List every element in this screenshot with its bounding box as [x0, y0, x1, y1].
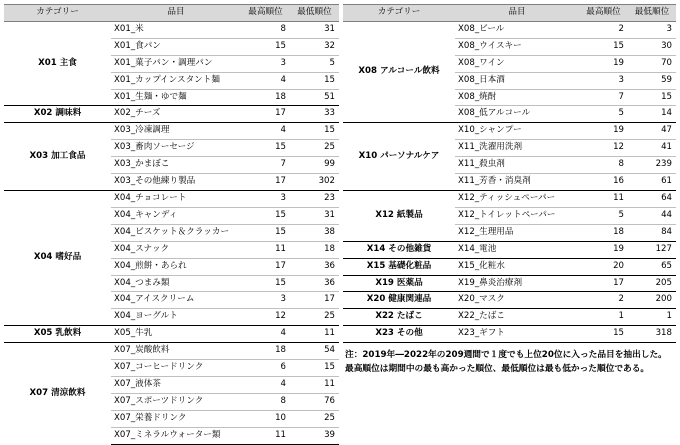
min-rank-cell: 15: [290, 123, 339, 140]
min-rank-cell: 15: [628, 89, 676, 106]
ranking-table-right: [343, 4, 676, 343]
item-cell: X19_鼻炎治療剤: [455, 275, 579, 292]
item-cell: X08_低アルコール: [455, 106, 579, 123]
item-cell: X08_ワイン: [455, 55, 579, 72]
table-row: [343, 292, 676, 309]
max-rank-cell: 20: [579, 258, 628, 275]
item-cell: X04_ヨーグルト: [111, 309, 241, 326]
item-cell: X04_スナック: [111, 241, 241, 258]
item-cell: X22_たばこ: [455, 309, 579, 326]
table-row: [343, 275, 676, 292]
right-table-body: [343, 21, 676, 342]
category-cell: X02 調味料: [4, 106, 111, 123]
ranking-table-left: [4, 4, 339, 445]
item-cell: X03_冷凍調理: [111, 123, 241, 140]
category-cell: X14 その他雑貨: [343, 241, 455, 258]
item-cell: X01_菓子パン・調理パン: [111, 55, 241, 72]
item-cell: X08_日本酒: [455, 72, 579, 89]
max-rank-cell: 6: [241, 360, 290, 377]
category-cell: X22 たばこ: [343, 309, 455, 326]
item-cell: X04_つまみ類: [111, 275, 241, 292]
max-rank-cell: 12: [579, 140, 628, 157]
footnote: 注：2019年―2022年の209週間で１度でも上位20位に入った品目を抽出した。最高順位は期間中の最も高かった順位、最低順位は最も低かった順位である。: [345, 350, 667, 374]
max-rank-cell: 2: [579, 292, 628, 309]
min-rank-cell: 59: [628, 72, 676, 89]
max-rank-cell: 8: [241, 393, 290, 410]
min-rank-cell: 99: [290, 157, 339, 174]
min-rank-cell: 39: [290, 427, 339, 444]
max-rank-cell: 15: [241, 224, 290, 241]
item-cell: X07_炭酸飲料: [111, 343, 241, 360]
min-rank-cell: 11: [290, 376, 339, 393]
max-rank-cell: 17: [241, 174, 290, 191]
max-rank-cell: 3: [241, 190, 290, 207]
category-cell: X12 紙製品: [343, 190, 455, 241]
max-rank-cell: 17: [579, 275, 628, 292]
table-row: [343, 241, 676, 258]
table-row: [4, 326, 339, 343]
min-rank-cell: 44: [628, 207, 676, 224]
item-cell: X15_化粧水: [455, 258, 579, 275]
min-rank-cell: 205: [628, 275, 676, 292]
max-rank-cell: 18: [241, 89, 290, 106]
max-rank-cell: 15: [241, 207, 290, 224]
left-table-body: [4, 21, 339, 444]
max-rank-cell: 17: [241, 106, 290, 123]
item-cell: X08_焼酎: [455, 89, 579, 106]
item-cell: X03_畜肉ソーセージ: [111, 140, 241, 157]
item-cell: X07_液体茶: [111, 376, 241, 393]
table-row: [4, 106, 339, 123]
header-row: [4, 5, 339, 22]
category-cell: X19 医薬品: [343, 275, 455, 292]
min-rank-cell: 54: [290, 343, 339, 360]
min-rank-cell: 3: [628, 21, 676, 38]
min-rank-cell: 32: [290, 38, 339, 55]
item-cell: X04_チョコレート: [111, 190, 241, 207]
min-rank-cell: 17: [290, 292, 339, 309]
item-cell: X10_シャンプー: [455, 123, 579, 140]
header-category: カテゴリー: [343, 5, 455, 22]
min-rank-cell: 25: [290, 309, 339, 326]
max-rank-cell: 1: [579, 309, 628, 326]
item-cell: X02_チーズ: [111, 106, 241, 123]
max-rank-cell: 3: [241, 55, 290, 72]
header-max-rank: 最高順位: [579, 5, 628, 22]
min-rank-cell: 36: [290, 258, 339, 275]
max-rank-cell: 11: [241, 241, 290, 258]
min-rank-cell: 38: [290, 224, 339, 241]
min-rank-cell: 14: [628, 106, 676, 123]
header-item: 品目: [111, 5, 241, 22]
min-rank-cell: 64: [628, 190, 676, 207]
min-rank-cell: 5: [290, 55, 339, 72]
min-rank-cell: 318: [628, 326, 676, 343]
min-rank-cell: 31: [290, 21, 339, 38]
max-rank-cell: 8: [241, 21, 290, 38]
header-row: [343, 5, 676, 22]
header-max-rank: 最高順位: [241, 5, 290, 22]
max-rank-cell: 3: [241, 292, 290, 309]
category-cell: X08 アルコール飲料: [343, 21, 455, 122]
category-cell: X07 清涼飲料: [4, 343, 111, 444]
min-rank-cell: 127: [628, 241, 676, 258]
item-cell: X07_スポーツドリンク: [111, 393, 241, 410]
min-rank-cell: 61: [628, 174, 676, 191]
max-rank-cell: 15: [241, 275, 290, 292]
min-rank-cell: 302: [290, 174, 339, 191]
max-rank-cell: 7: [579, 89, 628, 106]
min-rank-cell: 76: [290, 393, 339, 410]
max-rank-cell: 4: [241, 376, 290, 393]
item-cell: X20_マスク: [455, 292, 579, 309]
max-rank-cell: 19: [579, 241, 628, 258]
max-rank-cell: 4: [241, 72, 290, 89]
min-rank-cell: 70: [628, 55, 676, 72]
item-cell: X07_ミネラルウォーター類: [111, 427, 241, 444]
item-cell: X03_かまぼこ: [111, 157, 241, 174]
item-cell: X11_洗濯用洗剤: [455, 140, 579, 157]
max-rank-cell: 15: [241, 140, 290, 157]
max-rank-cell: 15: [579, 38, 628, 55]
table-row: [4, 190, 339, 207]
table-row: [343, 309, 676, 326]
item-cell: X11_芳香・消臭剤: [455, 174, 579, 191]
item-cell: X04_キャンディ: [111, 207, 241, 224]
min-rank-cell: 51: [290, 89, 339, 106]
min-rank-cell: 200: [628, 292, 676, 309]
min-rank-cell: 30: [628, 38, 676, 55]
max-rank-cell: 18: [241, 343, 290, 360]
min-rank-cell: 36: [290, 275, 339, 292]
max-rank-cell: 16: [579, 174, 628, 191]
item-cell: X23_ギフト: [455, 326, 579, 343]
category-cell: X05 乳飲料: [4, 326, 111, 343]
item-cell: X04_アイスクリーム: [111, 292, 241, 309]
item-cell: X12_生理用品: [455, 224, 579, 241]
min-rank-cell: 47: [628, 123, 676, 140]
min-rank-cell: 25: [290, 140, 339, 157]
category-cell: X15 基礎化粧品: [343, 258, 455, 275]
table-row: [343, 21, 676, 38]
min-rank-cell: 33: [290, 106, 339, 123]
max-rank-cell: 7: [241, 157, 290, 174]
max-rank-cell: 17: [241, 258, 290, 275]
max-rank-cell: 10: [241, 410, 290, 427]
min-rank-cell: 25: [290, 410, 339, 427]
max-rank-cell: 3: [579, 72, 628, 89]
item-cell: X08_ビール: [455, 21, 579, 38]
min-rank-cell: 31: [290, 207, 339, 224]
header-item: 品目: [455, 5, 579, 22]
item-cell: X05_牛乳: [111, 326, 241, 343]
max-rank-cell: 2: [579, 21, 628, 38]
item-cell: X08_ウイスキー: [455, 38, 579, 55]
category-cell: X03 加工食品: [4, 123, 111, 191]
table-row: [4, 21, 339, 38]
table-row: [343, 190, 676, 207]
item-cell: X04_煎餅・あられ: [111, 258, 241, 275]
min-rank-cell: 65: [628, 258, 676, 275]
min-rank-cell: 41: [628, 140, 676, 157]
table-row: [343, 123, 676, 140]
item-cell: X01_カップインスタント麺: [111, 72, 241, 89]
header-min-rank: 最低順位: [290, 5, 339, 22]
category-cell: X04 嗜好品: [4, 190, 111, 325]
max-rank-cell: 11: [579, 190, 628, 207]
max-rank-cell: 19: [579, 123, 628, 140]
table-row: [4, 343, 339, 360]
min-rank-cell: 84: [628, 224, 676, 241]
item-cell: X07_栄養ドリンク: [111, 410, 241, 427]
table-row: [4, 123, 339, 140]
max-rank-cell: 12: [241, 309, 290, 326]
max-rank-cell: 15: [241, 38, 290, 55]
max-rank-cell: 19: [579, 55, 628, 72]
min-rank-cell: 18: [290, 241, 339, 258]
table-row: [343, 326, 676, 343]
max-rank-cell: 5: [579, 106, 628, 123]
category-cell: X23 その他: [343, 326, 455, 343]
max-rank-cell: 4: [241, 326, 290, 343]
header-min-rank: 最低順位: [628, 5, 676, 22]
min-rank-cell: 15: [290, 360, 339, 377]
item-cell: X12_トイレットペーパー: [455, 207, 579, 224]
min-rank-cell: 1: [628, 309, 676, 326]
item-cell: X03_その他練り製品: [111, 174, 241, 191]
item-cell: X04_ビスケット＆クラッカー: [111, 224, 241, 241]
item-cell: X01_生麺・ゆで麺: [111, 89, 241, 106]
max-rank-cell: 15: [579, 326, 628, 343]
item-cell: X12_ティッシュペーパー: [455, 190, 579, 207]
min-rank-cell: 23: [290, 190, 339, 207]
max-rank-cell: 5: [579, 207, 628, 224]
min-rank-cell: 239: [628, 157, 676, 174]
category-cell: X01 主食: [4, 21, 111, 106]
item-cell: X11_殺虫剤: [455, 157, 579, 174]
table-row: [343, 258, 676, 275]
min-rank-cell: 15: [290, 72, 339, 89]
max-rank-cell: 8: [579, 157, 628, 174]
item-cell: X01_食パン: [111, 38, 241, 55]
category-cell: X10 パーソナルケア: [343, 123, 455, 191]
item-cell: X07_コーヒードリンク: [111, 360, 241, 377]
item-cell: X14_電池: [455, 241, 579, 258]
category-cell: X20 健康関連品: [343, 292, 455, 309]
min-rank-cell: 11: [290, 326, 339, 343]
header-category: カテゴリー: [4, 5, 111, 22]
max-rank-cell: 18: [579, 224, 628, 241]
max-rank-cell: 11: [241, 427, 290, 444]
max-rank-cell: 4: [241, 123, 290, 140]
item-cell: X01_米: [111, 21, 241, 38]
